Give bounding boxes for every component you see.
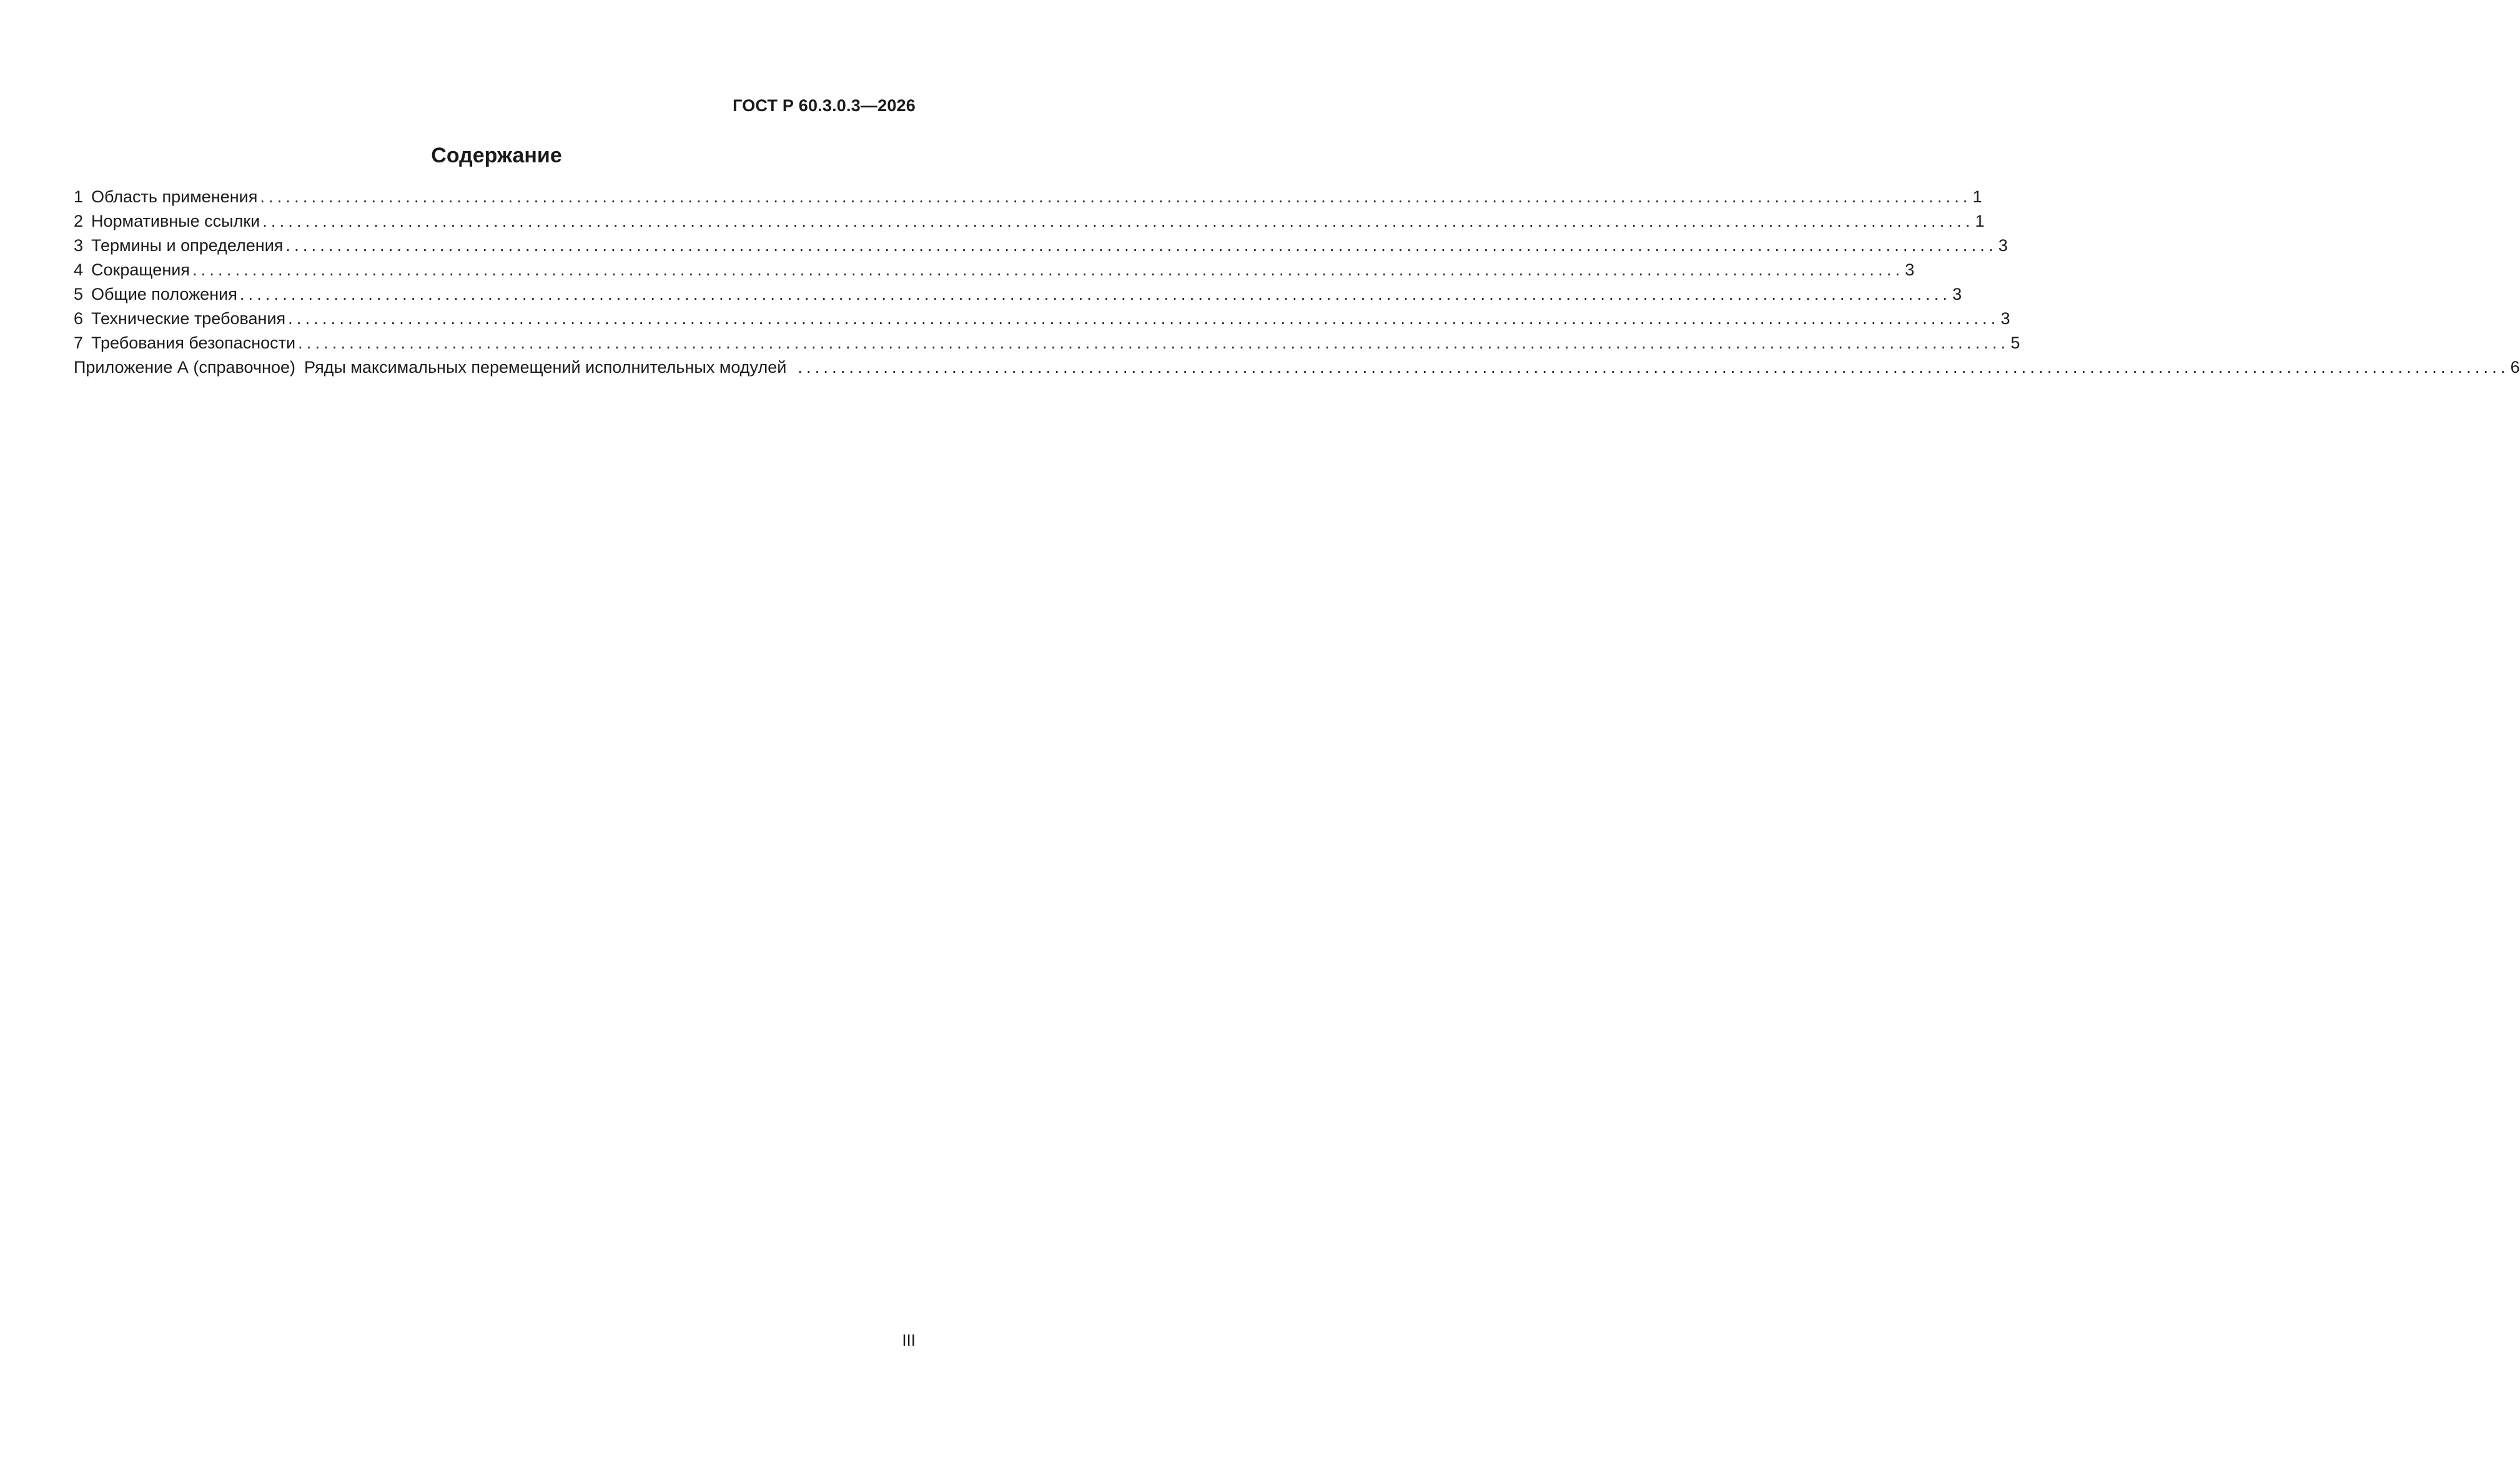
- toc-entry-page: 3: [1952, 285, 1962, 303]
- toc-entry[interactable]: [74, 282, 1962, 307]
- toc-entry-page: 3: [1905, 260, 1915, 279]
- toc-leader-dots: ........................................................................................................................................................................................................: [285, 236, 1997, 255]
- toc-entry[interactable]: [74, 234, 2008, 258]
- page-number: III: [902, 1331, 916, 1349]
- toc-leader-dots: ........................................................................................................................................................................................................: [239, 285, 1952, 303]
- toc-entry-page: 1: [1975, 212, 1985, 230]
- toc-entry-number: 4: [74, 260, 84, 279]
- document-code: ГОСТ Р 60.3.0.3—2026: [733, 96, 916, 115]
- toc-entry-page: 3: [2000, 309, 2010, 328]
- toc-entry-page: 3: [1998, 236, 2008, 255]
- toc-leader-dots: ........................................................................................................................................................................................................: [288, 309, 2000, 328]
- toc-entry[interactable]: [74, 185, 1982, 209]
- toc-entry[interactable]: [74, 331, 2020, 355]
- toc-entry-label: Нормативные ссылки: [91, 212, 260, 230]
- toc-leader-dots: ........................................................................................................................................................................................................: [262, 212, 1974, 230]
- toc-leader-dots: ........................................................................................................................................................................................................: [260, 187, 1972, 206]
- toc-appendix-label: Ряды максимальных перемещений исполнительных модулей: [304, 358, 787, 377]
- toc-entry-number: 3: [74, 236, 84, 255]
- toc-entry-label: Технические требования: [91, 309, 286, 328]
- toc-entry-number: 6: [74, 309, 84, 328]
- toc-leader-dots: ........................................................................................................................................................................................................: [298, 333, 2010, 352]
- toc-appendix-entry[interactable]: [74, 355, 2520, 380]
- toc-entry-number: 1: [74, 187, 84, 206]
- toc-entry-number: 5: [74, 285, 84, 303]
- toc-leader-dots: ........................................................................................................................................................................................................: [798, 358, 2509, 377]
- toc-entry-label: Общие положения: [91, 285, 237, 303]
- toc-entry-label: Сокращения: [91, 260, 190, 279]
- toc-entry-page: 1: [1972, 187, 1982, 206]
- toc-entry[interactable]: [74, 307, 2010, 331]
- toc-entry-page: 6: [2510, 358, 2520, 377]
- toc-entry-page: 5: [2010, 333, 2020, 352]
- toc-entry-number: 7: [74, 333, 84, 352]
- toc-leader-dots: ........................................................................................................................................................................................................: [192, 260, 1904, 279]
- toc-entry-label: Термины и определения: [91, 236, 284, 255]
- toc-entry-number: 2: [74, 212, 84, 230]
- toc-entry[interactable]: [74, 209, 1985, 234]
- toc-entry-label: Требования безопасности: [91, 333, 296, 352]
- toc-entry[interactable]: [74, 258, 1915, 282]
- toc-title: Содержание: [431, 144, 562, 167]
- toc-appendix-prefix: Приложение А (справочное): [74, 358, 295, 377]
- toc-entry-label: Область применения: [91, 187, 258, 206]
- table-of-contents: [74, 185, 2520, 380]
